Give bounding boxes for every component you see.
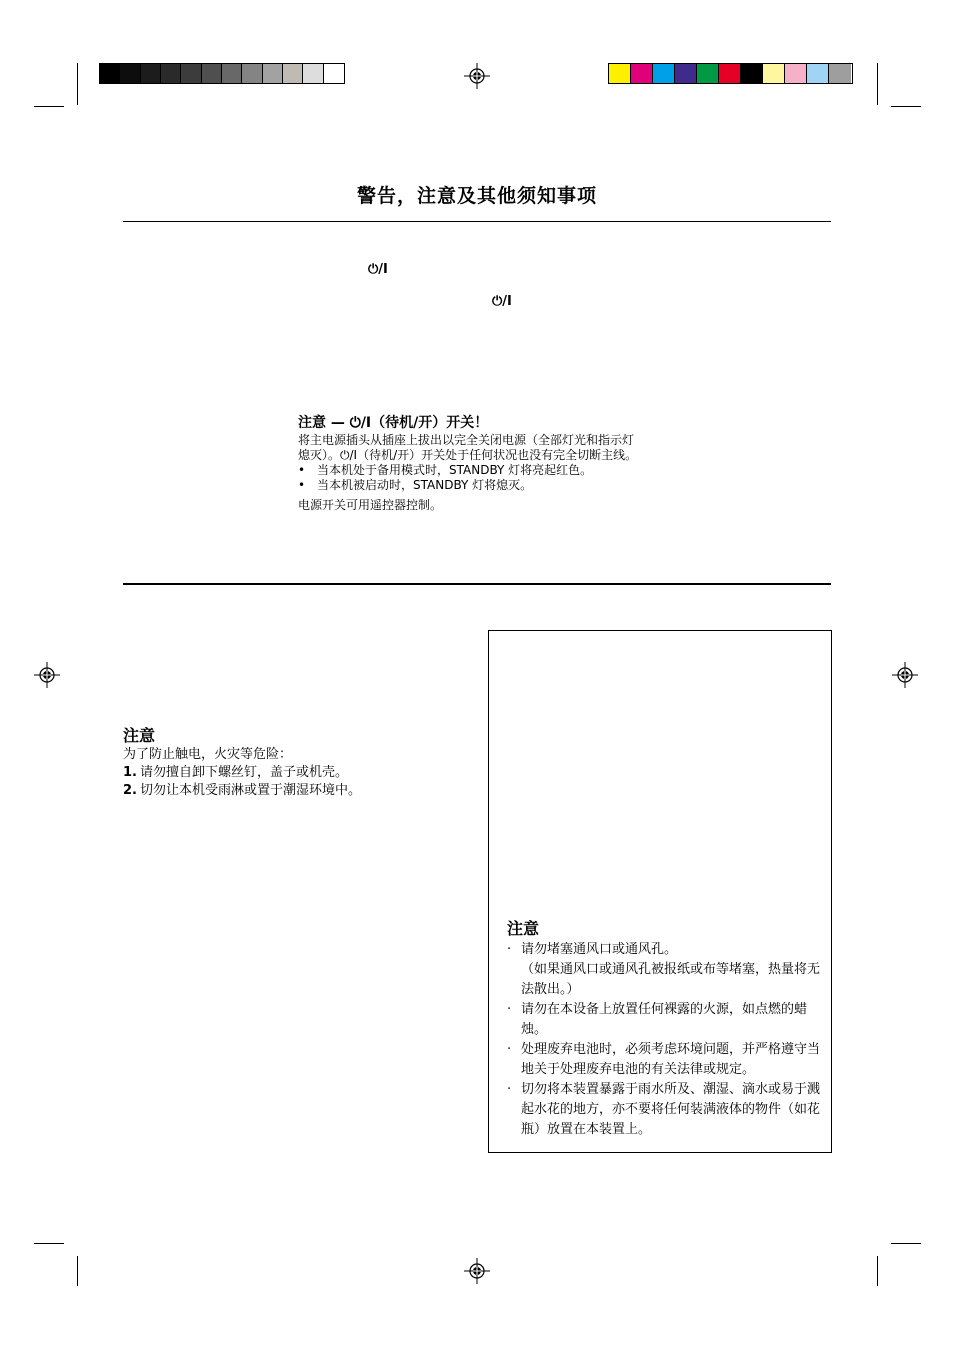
list-item: • 当本机被启动时，STANDBY 灯将熄灭。 — [298, 478, 533, 492]
color-swatch — [202, 64, 222, 83]
ventilation-caution-box — [488, 630, 832, 1153]
color-swatch — [653, 64, 675, 83]
list-item: · 处理废弃电池时，必须考虑环境问题，并严格遵守当地关于处理废弃电池的有关法律或规定。 — [507, 1042, 821, 1077]
crop-mark — [877, 63, 878, 105]
color-swatch — [263, 64, 283, 83]
remote-control-note: 电源开关可用遥控器控制。 — [298, 498, 443, 512]
color-swatch — [100, 64, 120, 83]
color-swatch — [829, 64, 851, 83]
color-swatch — [719, 64, 741, 83]
list-item: • 当本机处于备用模式时，STANDBY 灯将亮起红色。 — [298, 463, 593, 477]
color-swatch — [222, 64, 242, 83]
list-item: （如果通风口或通风孔被报纸或布等堵塞，热量将无法散出。） — [521, 962, 821, 997]
crop-mark — [77, 1256, 78, 1286]
color-swatch — [161, 64, 181, 83]
standby-caution-heading: 注意 — ⏻/I（待机/开）开关！ — [298, 415, 489, 431]
bullet-icon: • — [298, 478, 306, 492]
color-swatch — [120, 64, 140, 83]
list-item: · 切勿将本装置暴露于雨水所及、潮湿、滴水或易于溅起水花的地方，亦不要将任何装满液体的物件（如花瓶）放置在本装置上。 — [507, 1082, 821, 1137]
color-calibration-strip — [608, 63, 853, 84]
crop-mark — [77, 63, 78, 105]
section-rule — [123, 583, 831, 585]
crop-mark — [34, 1243, 64, 1244]
color-swatch — [324, 64, 344, 83]
color-swatch — [141, 64, 161, 83]
color-swatch — [763, 64, 785, 83]
standby-switch-caution — [298, 414, 638, 513]
color-swatch — [283, 64, 303, 83]
crop-mark — [877, 1256, 878, 1286]
crop-mark — [34, 106, 64, 107]
registration-mark-icon — [464, 63, 490, 89]
caution-heading: 注意 — [123, 726, 156, 745]
caution-heading: 注意 — [507, 919, 540, 938]
crop-mark — [891, 106, 921, 107]
color-swatch — [785, 64, 807, 83]
color-swatch — [741, 64, 763, 83]
color-swatch — [631, 64, 653, 83]
crop-mark — [891, 1243, 921, 1244]
list-item: 1. 请勿擅自卸下螺丝钉，盖子或机壳。 — [123, 765, 349, 780]
registration-mark-icon — [892, 662, 918, 688]
page-title: 警告，注意及其他须知事项 — [356, 185, 597, 207]
caution-intro: 为了防止触电，火灾等危险： — [123, 747, 293, 762]
list-item: 2. 切勿让本机受雨淋或置于潮湿环境中。 — [123, 783, 362, 798]
color-swatch — [807, 64, 829, 83]
standby-caution-paragraph: 将主电源插头从插座上拔出以完全关闭电源（全部灯光和指示灯熄灭）。⏻/I（待机/开）开关处于任何状况也没有完全切断主线。 — [298, 433, 638, 462]
registration-mark-icon — [34, 662, 60, 688]
list-item: · 请勿在本设备上放置任何裸露的火源，如点燃的蜡烛。 — [507, 1002, 808, 1037]
power-standby-symbol: ⏻/I — [492, 294, 512, 309]
bullet-icon: • — [298, 463, 306, 477]
registration-mark-icon — [464, 1258, 490, 1284]
grayscale-calibration-strip — [99, 63, 345, 84]
color-swatch — [675, 64, 697, 83]
color-swatch — [303, 64, 323, 83]
color-swatch — [697, 64, 719, 83]
power-standby-symbol: ⏻/I — [368, 262, 388, 277]
title-rule — [123, 221, 831, 222]
color-swatch — [181, 64, 201, 83]
color-swatch — [242, 64, 262, 83]
caution-box-content — [507, 918, 827, 1140]
electric-shock-caution — [123, 727, 361, 800]
color-swatch — [609, 64, 631, 83]
list-item: · 请勿堵塞通风口或通风孔。 — [507, 942, 678, 957]
